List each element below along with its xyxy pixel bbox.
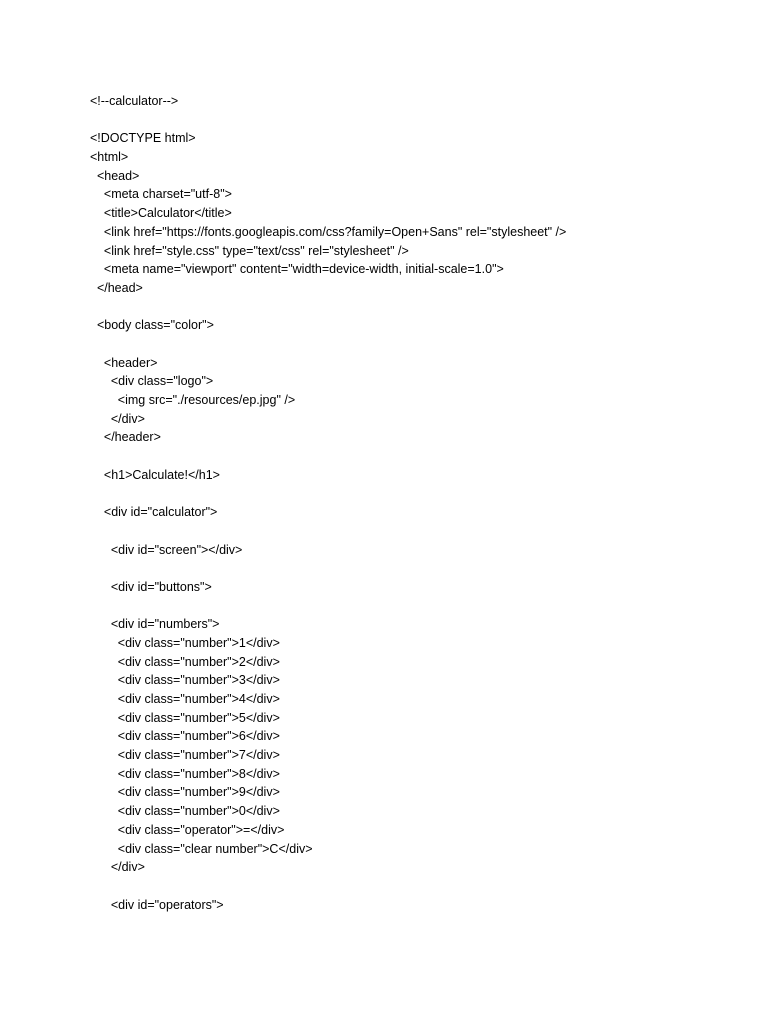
code-line: <title>Calculator</title> bbox=[90, 206, 232, 221]
code-line: <h1>Calculate!</h1> bbox=[90, 467, 220, 482]
code-line bbox=[90, 597, 750, 616]
code-line: <body class="color"> bbox=[90, 318, 214, 333]
code-line: <div class="number">5</div> bbox=[90, 710, 280, 725]
code-line: <html> bbox=[90, 150, 129, 165]
code-line: <div class="number">9</div> bbox=[90, 785, 280, 800]
code-line: <!--calculator--> bbox=[90, 94, 179, 108]
code-line: <header> bbox=[90, 355, 158, 370]
code-line: <div class="number">4</div> bbox=[90, 692, 280, 706]
code-line: <meta charset="utf-8"> bbox=[90, 187, 232, 202]
code-line: <link href="https://fonts.googleapis.com/css?family=Open+Sans" rel="stylesheet" /> bbox=[90, 224, 567, 239]
code-line: </head> bbox=[90, 280, 143, 295]
code-listing bbox=[90, 92, 750, 914]
code-line: <div id="numbers"> bbox=[90, 617, 220, 632]
code-line bbox=[90, 559, 750, 578]
code-line: <div class="number">7</div> bbox=[90, 748, 280, 763]
code-line: <div id="screen"></div> bbox=[90, 542, 243, 557]
code-line: </header> bbox=[90, 430, 161, 445]
code-line: <div class="number">6</div> bbox=[90, 729, 280, 744]
code-line: <div class="number">1</div> bbox=[90, 635, 280, 650]
code-line bbox=[90, 877, 750, 896]
code-line bbox=[90, 298, 750, 317]
code-line: <div class="operator">=</div> bbox=[90, 822, 285, 837]
code-line: <div class="number">0</div> bbox=[90, 804, 280, 819]
code-line: </div> bbox=[90, 860, 145, 875]
code-line: <div class="number">3</div> bbox=[90, 673, 280, 688]
code-line bbox=[90, 447, 750, 466]
code-line: <link href="style.css" type="text/css" rel="stylesheet" /> bbox=[90, 243, 409, 258]
code-line: <div class="logo"> bbox=[90, 374, 214, 389]
code-line: <meta name="viewport" content="width=device-width, initial-scale=1.0"> bbox=[90, 262, 504, 277]
code-line: <div class="number">8</div> bbox=[90, 766, 280, 781]
code-line bbox=[90, 522, 750, 541]
code-line: <head> bbox=[90, 168, 140, 183]
code-line: <div class="clear number">C</div> bbox=[90, 841, 313, 856]
code-line bbox=[90, 484, 750, 503]
code-line: <div id="buttons"> bbox=[90, 579, 212, 594]
code-line: </div> bbox=[90, 411, 145, 426]
code-line: <div id="operators"> bbox=[90, 897, 224, 912]
code-line: <div id="calculator"> bbox=[90, 505, 218, 520]
code-line: <!DOCTYPE html> bbox=[90, 131, 196, 146]
code-line: <div class="number">2</div> bbox=[90, 654, 280, 669]
code-line bbox=[90, 335, 750, 354]
code-line bbox=[90, 111, 750, 130]
code-line: <img src="./resources/ep.jpg" /> bbox=[90, 393, 296, 407]
